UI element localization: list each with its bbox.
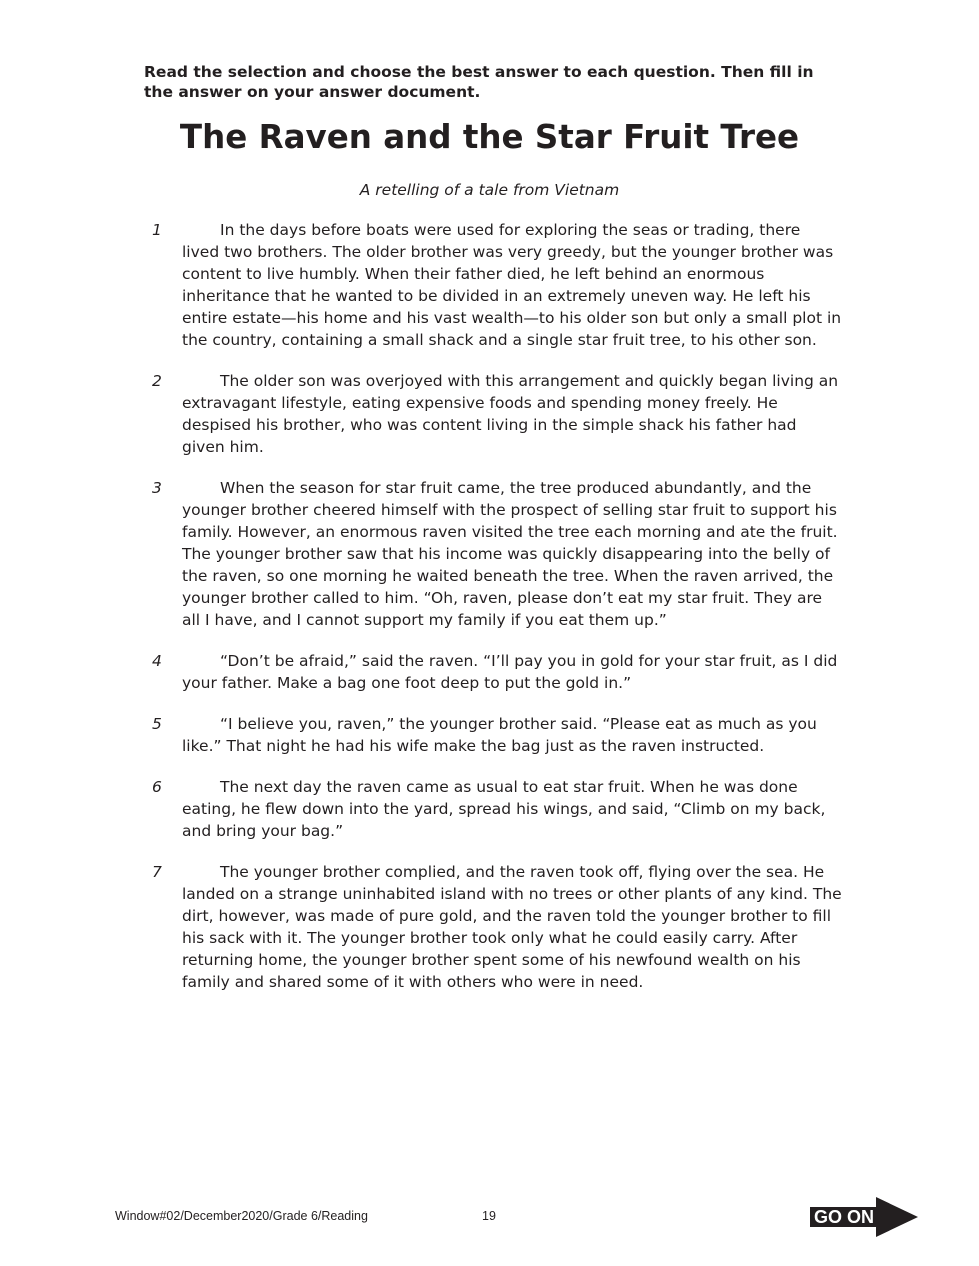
paragraph-1 bbox=[152, 219, 842, 351]
arrow-right-icon bbox=[876, 1197, 918, 1237]
paragraph-number: 3 bbox=[152, 479, 162, 497]
paragraph-text: The younger brother complied, and the raven took off, flying over the sea. He landed on a strange uninhabited island with no trees or other plants of any kind. The dirt, however, was made of pure gold, and the raven told the younger brother to fill his sack with it. The younger brother took only what he could easily carry. After returning home, the younger brother spent some of his newfound wealth on his family and shared some of it with others who were in need. bbox=[182, 863, 842, 991]
paragraph-6 bbox=[152, 776, 842, 842]
passage-title: The Raven and the Star Fruit Tree bbox=[179, 118, 800, 156]
page-number: 19 bbox=[482, 1209, 496, 1223]
paragraph-2 bbox=[152, 370, 842, 458]
paragraph-5 bbox=[152, 713, 842, 757]
passage-body bbox=[152, 219, 842, 1012]
paragraph-number: 6 bbox=[152, 778, 162, 796]
paragraph-number: 2 bbox=[152, 372, 162, 390]
paragraph-text: The next day the raven came as usual to eat star fruit. When he was done eating, he flew down into the yard, spread his wings, and said, “Climb on my back, and bring your bag.” bbox=[182, 778, 826, 840]
paragraph-text: In the days before boats were used for exploring the seas or trading, there lived two brothers. The older brother was very greedy, but the younger brother was content to live humbly. When their father died, he left behind an enormous inheritance that he wanted to be divided in an extremely uneven way. He left his entire estate—his home and his vast wealth—to his older son but only a small plot in the country, containing a small shack and a single star fruit tree, to his other son. bbox=[182, 221, 842, 349]
paragraph-text: When the season for star fruit came, the tree produced abundantly, and the younger brother cheered himself with the prospect of selling star fruit to support his family. However, an enormous raven visited the tree each morning and ate the fruit. The younger brother saw that his income was quickly disappearing into the belly of the raven, so one morning he waited beneath the tree. When the raven arrived, the younger brother called to him. “Oh, raven, please don’t eat my star fruit. They are all I have, and I cannot support my family if you eat them up.” bbox=[182, 479, 838, 629]
paragraph-number: 4 bbox=[152, 652, 162, 670]
paragraph-number: 7 bbox=[152, 863, 162, 881]
paragraph-text: The older son was overjoyed with this arrangement and quickly began living an extravagant lifestyle, eating expensive foods and spending money freely. He despised his brother, who was content living in the simple shack his father had given him. bbox=[182, 372, 839, 456]
paragraph-text: “I believe you, raven,” the younger brother said. “Please eat as much as you like.” That night he had his wife make the bag just as the raven instructed. bbox=[182, 715, 817, 755]
paragraph-text: “Don’t be afraid,” said the raven. “I’ll pay you in gold for your star fruit, as I did your father. Make a bag one foot deep to put the gold in.” bbox=[182, 652, 838, 692]
footer-test-info: Window#02/December2020/Grade 6/Reading bbox=[115, 1209, 368, 1223]
go-on-button[interactable] bbox=[810, 1197, 920, 1237]
paragraph-3 bbox=[152, 477, 842, 631]
go-on-label: GO ON bbox=[814, 1207, 875, 1227]
paragraph-number: 1 bbox=[152, 221, 162, 239]
paragraph-number: 5 bbox=[152, 715, 162, 733]
paragraph-7 bbox=[152, 861, 842, 993]
paragraph-4 bbox=[152, 650, 842, 694]
instructions: Read the selection and choose the best answer to each question. Then fill in the answer on your answer document. bbox=[144, 63, 814, 101]
passage-subtitle: A retelling of a tale from Vietnam bbox=[359, 181, 620, 199]
